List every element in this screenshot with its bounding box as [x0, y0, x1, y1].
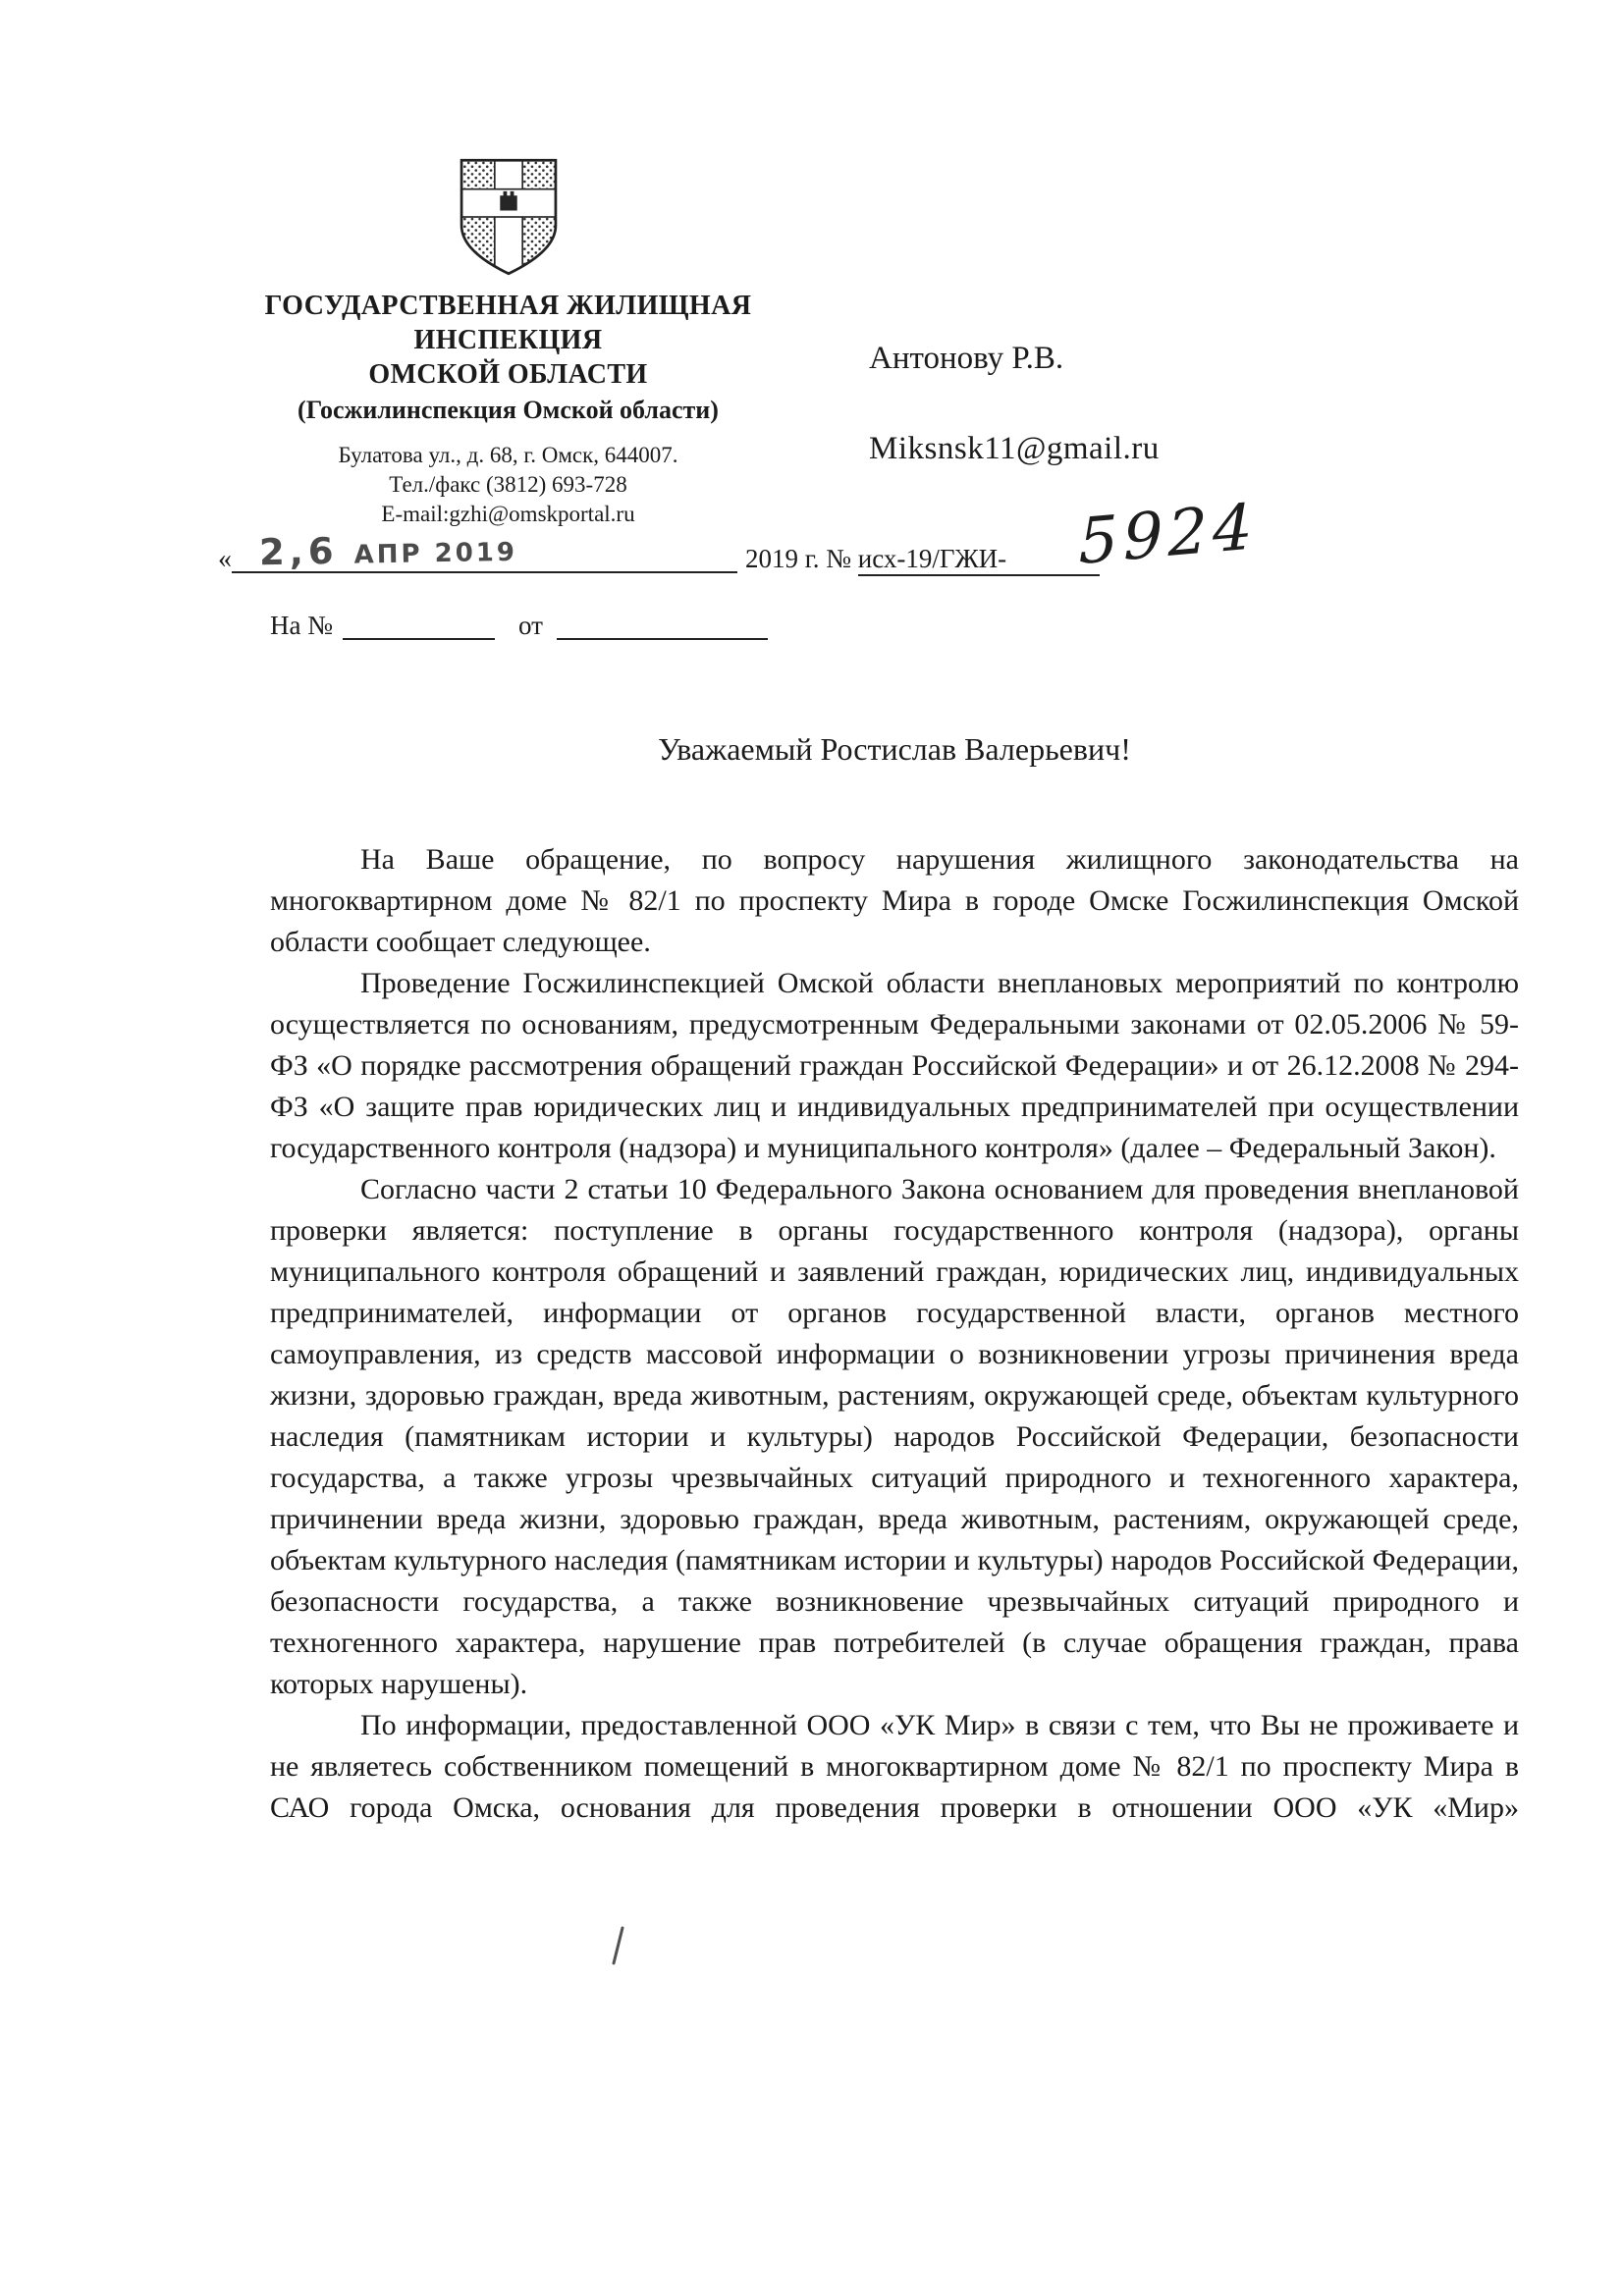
handwritten-outgoing-number: 5924 — [1077, 490, 1259, 580]
reply-date-blank — [557, 613, 768, 640]
recipient-email: Miksnsk11@gmail.ru — [869, 431, 1160, 466]
org-name-line3: ОМСКОЙ ОБЛАСТИ — [368, 359, 648, 390]
reference-line — [218, 529, 1100, 575]
org-contacts — [250, 441, 766, 529]
stamp-month-year: АПР 2019 — [353, 537, 518, 570]
salutation: Уважаемый Ростислав Валерьевич! — [658, 731, 1131, 767]
ref-number-prefix: исх-19/ГЖИ- — [857, 544, 1007, 573]
org-email: E-mail:gzhi@omskportal.ru — [381, 502, 635, 526]
reply-number-blank — [343, 613, 495, 640]
body-paragraph-3: Согласно части 2 статьи 10 Федерального Закона основанием для проведения внеплановой проверки является: поступление в органы государственного контроля (надзора), органы муниципального контроля обращений и заявлений граждан, юридических лиц, индивидуальных предпринимателей, информации от органов государственной власти, органов местного самоуправления, из средств массовой информации о возникновении угрозы причинения вреда жизни, здоровью граждан, вреда животным, растениям, окружающей среде, объектам культурного наследия (памятникам истории и культуры) народов Российской Федерации, безопасности государства, а также угрозы чрезвычайных ситуаций природного и техногенного характера, причинении вреда жизни, здоровью граждан, вреда животным, растениям, окружающей среде, объектам культурного наследия (памятникам истории и культуры) народов Российской Федерации, безопасности государства, а также возникновение чрезвычайных ситуаций природного и техногенного характера, нарушение прав потребителей (в случае обращения граждан, права которых нарушены). — [270, 1173, 1519, 1700]
stamp-day: 2,6 — [258, 529, 339, 574]
org-name-line1: ГОСУДАРСТВЕННАЯ ЖИЛИЩНАЯ — [264, 291, 752, 321]
ref-year-label: 2019 г. № — [745, 544, 852, 573]
date-blank — [232, 529, 737, 574]
org-short-name: (Госжилинспекция Омской области) — [298, 396, 719, 424]
body-paragraph-1: На Ваше обращение, по вопросу нарушения жилищного законодательства на многоквартирном доме № 82/1 по проспекту Мира в городе Омске Госжилинспекция Омской области сообщает следующее. — [270, 843, 1519, 958]
reply-reference-line — [270, 611, 768, 641]
pen-mark — [612, 1926, 624, 1965]
recipient-name: Антонову Р.В. — [869, 341, 1064, 376]
reply-na-label: На № — [270, 611, 333, 640]
recipient-block — [869, 339, 1160, 468]
body-paragraph-4: По информации, предоставленной ООО «УК Мир» в связи с тем, что Вы не проживаете и не являетесь собственником помещений в многоквартирном доме № 82/1 по проспекту Мира в САО города Омска, основания для проведения проверки в отношении ООО «УК «Мир» — [270, 1709, 1519, 1824]
org-address: Булатова ул., д. 68, г. Омск, 644007. — [338, 443, 678, 467]
open-quote: « — [218, 544, 232, 574]
date-stamp — [259, 527, 518, 574]
letterhead — [250, 157, 766, 529]
reply-ot-label: от — [518, 611, 543, 640]
org-name-line2: ИНСПЕКЦИЯ — [413, 325, 603, 355]
ref-number-wrap — [858, 544, 1100, 576]
body-paragraph-2: Проведение Госжилинспекцией Омской области внеплановых мероприятий по контролю осуществляется по основаниям, предусмотренным Федеральными законами от 02.05.2006 № 59-ФЗ «О порядке рассмотрения обращений граждан Российской Федерации» и от 26.12.2008 № 294-ФЗ «О защите прав юридических лиц и индивидуальных предпринимателей при осуществлении государственного контроля (надзора) и муниципального контроля» (далее – Федеральный Закон). — [270, 967, 1519, 1164]
letter-body — [270, 839, 1519, 1829]
org-phone: Тел./факс (3812) 693-728 — [389, 472, 627, 497]
coat-of-arms-icon — [454, 157, 564, 277]
